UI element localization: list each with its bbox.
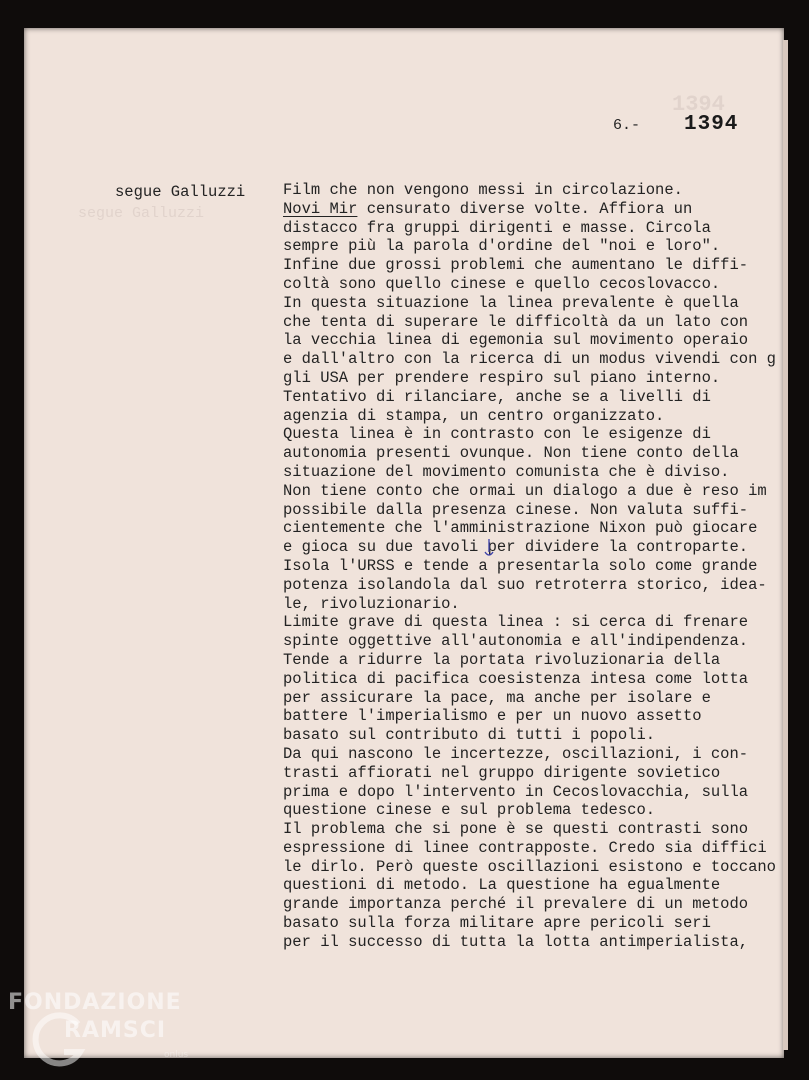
text-line: [283, 294, 783, 313]
speaker-label: segue Galluzzi: [115, 183, 246, 201]
text-line-content: autonomia presenti ovunque. Non tiene conto della: [283, 444, 739, 463]
text-line: [283, 237, 783, 256]
text-line: [283, 331, 783, 350]
text-line-content: Tende a ridurre la portata rivoluzionaria della: [283, 650, 721, 669]
text-line-content: politica di pacifica coesistenza intesa come lotta: [283, 669, 749, 688]
text-line-content: possibile dalla presenza cinese. Non valuta suffi-: [283, 500, 749, 519]
text-line-content: e gioca su due tavoli per dividere la controparte.: [283, 538, 749, 557]
text-line: [283, 557, 783, 576]
text-line: [283, 200, 783, 219]
text-line: [283, 895, 783, 914]
text-line-content: per assicurare la pace, ma anche per isolare e: [283, 688, 711, 707]
logo-text-top: FONDAZIONE: [8, 990, 182, 1015]
text-line-content: trasti affiorati nel gruppo dirigente sovietico: [283, 763, 721, 782]
text-line: [283, 501, 783, 520]
text-line: [283, 858, 783, 877]
text-line-content: gli USA per prendere respiro sul piano interno.: [283, 368, 721, 387]
text-line-content: distacco fra gruppi dirigenti e masse. Circola: [283, 218, 711, 237]
handwritten-correction-mark: [483, 538, 495, 560]
typed-text-block: [283, 181, 783, 952]
text-line: [283, 576, 783, 595]
bleed-through-number: 1394: [672, 92, 725, 117]
document-number: 1394: [684, 113, 739, 136]
text-line: [283, 839, 783, 858]
text-line: [283, 350, 783, 369]
text-line-content: Questa linea è in contrasto con le esigenze di: [283, 425, 711, 444]
text-line: [283, 820, 783, 839]
text-line: [283, 275, 783, 294]
text-line-content: e dall'altro con la ricerca di un modus vivendi con g: [283, 350, 776, 369]
text-line: [283, 463, 783, 482]
text-line-content: censurato diverse volte. Affiora un: [357, 199, 693, 218]
logo-subtitle: onlus: [164, 1050, 189, 1060]
text-line-content: che tenta di superare le difficoltà da un lato con: [283, 312, 749, 331]
text-line-content: sempre più la parola d'ordine del "noi e loro".: [283, 237, 721, 256]
text-line-content: coltà sono quello cinese e quello cecoslovacco.: [283, 274, 721, 293]
text-line: [283, 219, 783, 238]
underlined-title: Novi Mir: [283, 199, 358, 218]
text-line-content: le dirlo. Però queste oscillazioni esistono e toccano: [283, 857, 776, 876]
text-line-content: battere l'imperialismo e per un nuovo assetto: [283, 707, 702, 726]
text-line: [283, 933, 783, 952]
text-line-content: Film che non vengono messi in circolazione.: [283, 181, 683, 199]
text-line: [283, 369, 783, 388]
text-line-content: basato sulla forza militare apre pericoli seri: [283, 914, 711, 933]
text-line-content: prima e dopo l'intervento in Cecoslovacchia, sulla: [283, 782, 749, 801]
text-line-content: Limite grave di questa linea : si cerca di frenare: [283, 613, 749, 632]
text-line: [283, 801, 783, 820]
text-line: [283, 519, 783, 538]
text-line: [283, 651, 783, 670]
text-line-content: questioni di metodo. La questione ha egualmente: [283, 876, 721, 895]
text-line: [283, 707, 783, 726]
text-line: [283, 256, 783, 275]
text-line-content: potenza isolandola dal suo retroterra storico, idea-: [283, 575, 767, 594]
text-line-content: grande importanza perché il prevalere di un metodo: [283, 895, 749, 914]
text-line-content: espressione di linee contrapposte. Credo sia diffici: [283, 838, 767, 857]
text-line: [283, 538, 783, 557]
text-line-content: Isola l'URSS e tende a presentarla solo come grande: [283, 556, 758, 575]
text-line: [283, 425, 783, 444]
text-line: [283, 613, 783, 632]
text-line: [283, 783, 783, 802]
text-line-content: situazione del movimento comunista che è diviso.: [283, 462, 730, 481]
text-line-content: agenzia di stampa, un centro organizzato.: [283, 406, 665, 425]
text-line: [283, 388, 783, 407]
text-line: [283, 482, 783, 501]
text-line-content: la vecchia linea di egemonia sul movimento operaio: [283, 331, 749, 350]
text-line: [283, 595, 783, 614]
text-line: [283, 632, 783, 651]
text-line-content: cientemente che l'amministrazione Nixon può giocare: [283, 519, 758, 538]
page-marker: 6.-: [613, 117, 641, 134]
text-line: [283, 407, 783, 426]
text-line-content: Non tiene conto che ormai un dialogo a due è reso im: [283, 481, 767, 500]
text-line: [283, 914, 783, 933]
text-line: [283, 181, 783, 200]
text-line-content: Tentativo di rilanciare, anche se a livelli di: [283, 387, 711, 406]
text-line-content: Infine due grossi problemi che aumentano le diffi-: [283, 256, 749, 275]
fondazione-gramsci-logo: [4, 990, 204, 1070]
bleed-through-label: segue Galluzzi: [78, 205, 205, 222]
text-line-content: Il problema che si pone è se questi contrasti sono: [283, 820, 749, 839]
text-line-content: Da qui nascono le incertezze, oscillazioni, i con-: [283, 744, 749, 763]
text-line: [283, 764, 783, 783]
paper-edge: [783, 40, 788, 1050]
text-line: [283, 444, 783, 463]
text-line: [283, 876, 783, 895]
text-line-content: basato sul contributo di tutti i popoli.: [283, 726, 656, 745]
text-line: [283, 745, 783, 764]
logo-text-bottom: RAMSCI: [64, 1018, 167, 1043]
text-line-content: questione cinese e sul problema tedesco.: [283, 801, 656, 820]
text-line: [283, 313, 783, 332]
text-line: [283, 689, 783, 708]
text-line: [283, 670, 783, 689]
text-line-content: spinte oggettive all'autonomia e all'indipendenza.: [283, 632, 749, 651]
text-line-content: per il successo di tutta la lotta antimperialista,: [283, 932, 749, 951]
text-line-content: le, rivoluzionario.: [283, 594, 460, 613]
text-line-content: In questa situazione la linea prevalente è quella: [283, 293, 739, 312]
text-line: [283, 726, 783, 745]
